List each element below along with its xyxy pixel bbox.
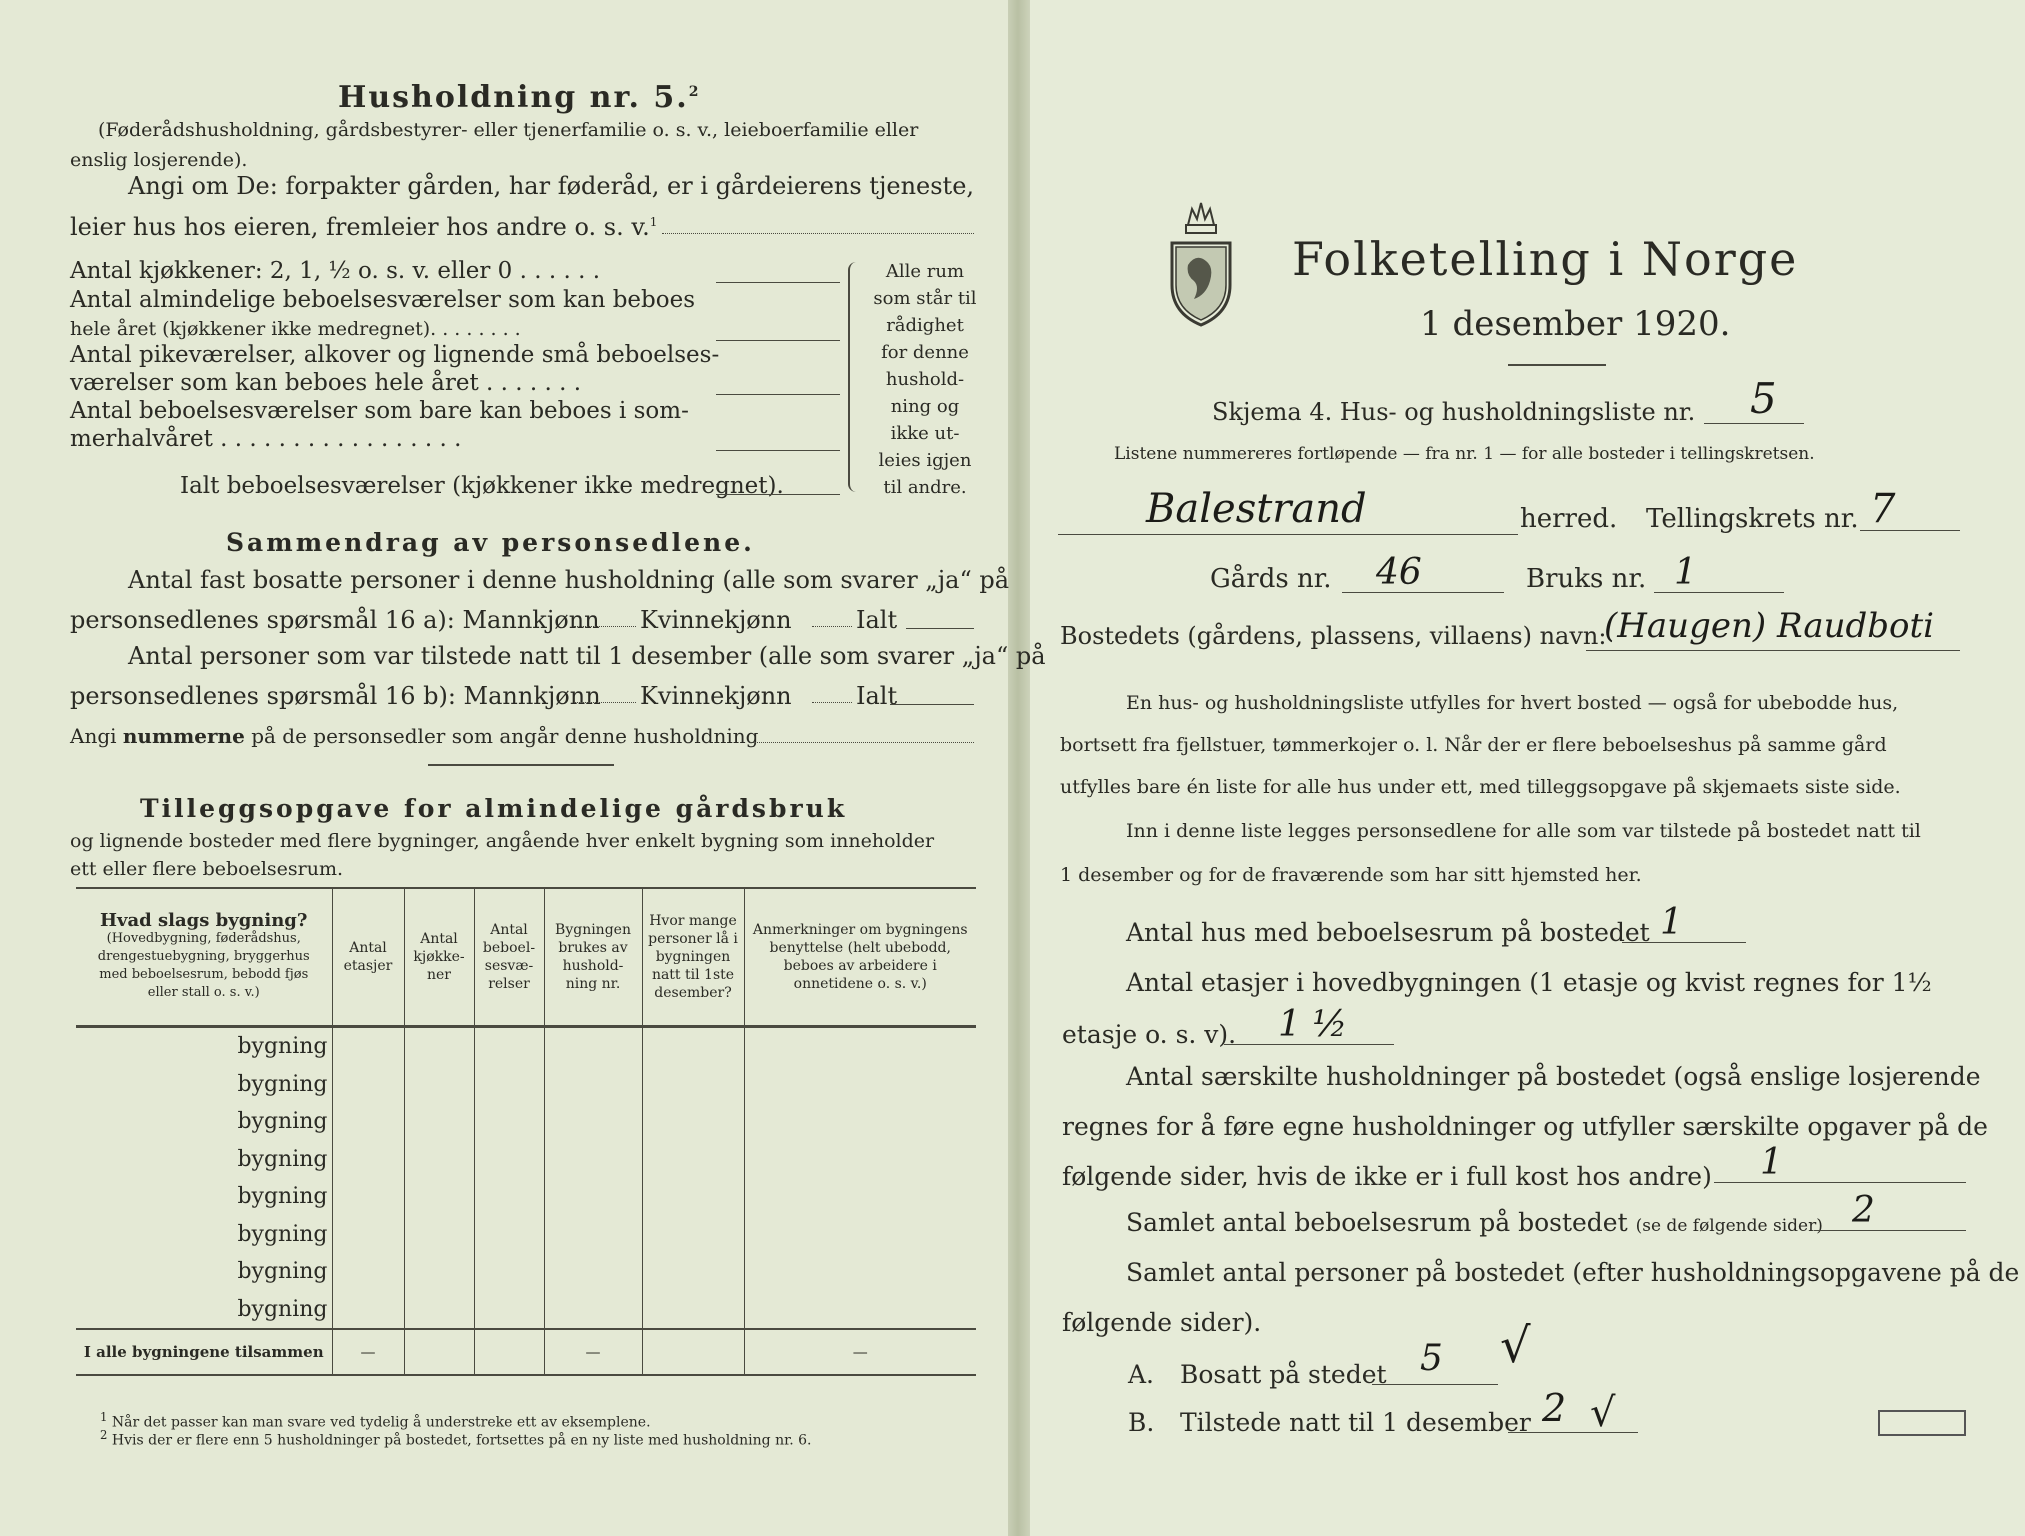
bosted-label: Bostedets (gårdens, plassens, villaens) navn:	[1060, 622, 1607, 650]
q5-label-1: Samlet antal personer på bostedet (efter husholdningsopgavene på de	[1126, 1258, 2020, 1287]
col-rooms: Antal beboel-sesvæ-relser	[474, 888, 544, 1027]
summer-rooms-fill	[716, 450, 840, 451]
total-dash: —	[544, 1329, 642, 1375]
kitchens-fill	[716, 282, 840, 283]
gards-label: Gårds nr.	[1210, 564, 1332, 594]
footnote-2: $^2$ Hvis der er flere enn 5 husholdninger på bostedet, fortsettes på en ny liste med husholdning nr. 6.	[100, 1428, 812, 1449]
krets-fill	[1860, 530, 1960, 531]
qb-value: 2	[1542, 1386, 1567, 1430]
table-row	[76, 1103, 976, 1141]
side-note-line: hushold-	[885, 369, 965, 390]
table-row	[76, 1253, 976, 1291]
qb-fill	[1508, 1432, 1638, 1433]
side-note	[870, 258, 980, 501]
row-label: bygning	[237, 1221, 328, 1247]
total-dash: —	[332, 1329, 404, 1375]
row-label: bygning	[237, 1184, 328, 1210]
angi-fill-line	[662, 233, 974, 234]
tillegg-text-2: ett eller flere beboelsesrum.	[70, 858, 344, 880]
qa-fill	[1372, 1384, 1498, 1385]
col-building-type: Hvad slags bygning? (Hovedbygning, føderådshus, drengestuebygning, bryggerhus med beboelsesrum, bebodd fjøs eller stall o. s. v.)	[76, 888, 332, 1027]
q4-label: Samlet antal beboelsesrum på bostedet (se de følgende sider)	[1126, 1208, 1823, 1237]
herred-fill	[1058, 534, 1518, 535]
bosted-value: (Haugen) Raudboti	[1604, 606, 1935, 646]
side-note-line: ikke ut-	[890, 423, 960, 444]
ialt-fill-2	[890, 704, 974, 705]
gards-fill	[1342, 592, 1504, 593]
q3-label-3: følgende sider, hvis de ikke er i full kost hos andre)	[1062, 1162, 1712, 1191]
qb-label: Tilstede natt til 1 desember	[1180, 1408, 1531, 1437]
summary-fast-line-2	[70, 606, 600, 634]
total-label: I alle bygningene tilsammen	[76, 1329, 332, 1375]
q3-label-1: Antal særskilte husholdninger på bostedet (også enslige losjerende	[1126, 1062, 1981, 1091]
census-title: Folketelling i Norge	[1292, 232, 1799, 286]
summer-rooms-label-2: merhalvåret . . . . . . . . . . . . . . . . .	[70, 426, 462, 452]
section-divider	[428, 764, 614, 766]
title-divider	[1508, 364, 1606, 366]
household-intro-2: enslig losjerende).	[70, 149, 248, 171]
kvinnekjonn-fill-2	[812, 702, 852, 703]
q2-fill	[1224, 1044, 1394, 1045]
row-label: bygning	[237, 1296, 328, 1322]
table-row	[76, 1216, 976, 1254]
q2-label-1: Antal etasjer i hovedbygningen (1 etasje og kvist regnes for 1½	[1126, 968, 1932, 997]
table-header-row	[76, 888, 976, 1027]
kvinnekjonn-label-2: Kvinnekjønn	[640, 682, 792, 710]
herred-label: herred.	[1520, 504, 1618, 534]
side-note-line: leies igjen	[878, 450, 972, 471]
info-line-5: 1 desember og for de fraværende som har sitt hjemsted her.	[1060, 864, 1642, 886]
angi-line-1: Angi om De: forpakter gården, har føderåd, er i gårdeierens tjeneste,	[128, 172, 975, 200]
summary-tilst-line-2: personsedlenes spørsmål 16 b): Mannkjønn	[70, 682, 601, 710]
maids-rooms-fill	[716, 394, 840, 395]
q1-fill	[1622, 942, 1746, 943]
table-row	[76, 1027, 976, 1066]
qa-check-icon: √	[1500, 1318, 1531, 1374]
household-title: Husholdning nr. 5.$^2$	[338, 80, 701, 115]
mannkjonn-fill	[574, 626, 636, 627]
table-row	[76, 1178, 976, 1216]
qa-label: Bosatt på stedet	[1180, 1360, 1387, 1389]
nummer-line: Angi nummerne på de personsedler som angår denne husholdning	[70, 724, 759, 748]
q3-label-2: regnes for å føre egne husholdninger og utfyller særskilte opgaver på de	[1062, 1112, 1988, 1141]
herred-value: Balestrand	[1146, 486, 1367, 532]
q3-value: 1	[1760, 1142, 1783, 1183]
q5-label-2: følgende sider).	[1062, 1308, 1262, 1337]
ordinary-rooms-fill	[716, 340, 840, 341]
printer-stamp-icon	[1878, 1410, 1966, 1436]
gards-value: 46	[1376, 552, 1422, 593]
qb-marker: B.	[1128, 1408, 1155, 1437]
krets-value: 7	[1870, 486, 1896, 532]
ialt-label: Ialt	[856, 606, 898, 634]
table-row	[76, 1066, 976, 1104]
col-floors: Antal etasjer	[332, 888, 404, 1027]
skjema-value: 5	[1750, 374, 1777, 423]
table-total-row	[76, 1329, 976, 1375]
q1-value: 1	[1660, 902, 1683, 943]
maids-rooms-label-2: værelser som kan beboes hele året . . . . . . .	[70, 370, 582, 396]
qb-check-icon: √	[1590, 1390, 1616, 1436]
table-row	[76, 1291, 976, 1330]
total-dash: —	[744, 1329, 976, 1375]
listene-text: Listene nummereres fortløpende — fra nr. 1 — for alle bosteder i tellingskretsen.	[1114, 444, 1815, 464]
total-rooms-fill	[716, 494, 840, 495]
bruks-value: 1	[1674, 552, 1697, 593]
row-label: bygning	[237, 1071, 328, 1097]
q4-value: 2	[1852, 1190, 1875, 1231]
info-line-2: bortsett fra fjellstuer, tømmerkojer o. l. Når der er flere beboelseshus på samme gård	[1060, 734, 1887, 756]
bruks-label: Bruks nr.	[1526, 564, 1647, 594]
ialt-fill	[906, 628, 974, 629]
kvinnekjonn-fill	[812, 626, 852, 627]
bruks-fill	[1654, 592, 1784, 593]
info-line-1: En hus- og husholdningsliste utfylles for hvert bosted — også for ubebodde hus,	[1126, 692, 1899, 714]
side-note-line: ning og	[890, 396, 960, 417]
bosted-fill	[1586, 650, 1960, 651]
q2-label-2: etasje o. s. v).	[1062, 1020, 1237, 1049]
q1-label: Antal hus med beboelsesrum på bostedet	[1126, 918, 1650, 947]
summary-tilst-line-1: Antal personer som var tilstede natt til 1 desember (alle som svarer „ja“ på	[128, 642, 1046, 670]
row-label: bygning	[237, 1109, 328, 1135]
skjema-label: Skjema 4. Hus- og husholdningsliste nr.	[1212, 398, 1696, 426]
info-line-3: utfylles bare én liste for alle hus under ett, med tilleggsopgave på skjemaets siste side.	[1060, 776, 1901, 798]
side-note-line: for denne	[881, 342, 969, 363]
skjema-fill	[1704, 423, 1804, 424]
row-label: bygning	[237, 1259, 328, 1285]
kvinnekjonn-label: Kvinnekjønn	[640, 606, 792, 634]
col-remarks: Anmerkninger om bygningens benyttelse (helt ubebodd, beboes av arbeidere i onnetidene o. s. v.)	[744, 888, 976, 1027]
side-note-line: Alle rum	[885, 261, 965, 282]
brace	[848, 262, 864, 492]
q2-value: 1 ½	[1278, 1004, 1348, 1045]
angi-line-2: leier hus hos eieren, fremleier hos andre o. s. v.$^1$	[70, 213, 658, 241]
side-note-line: til andre.	[883, 477, 967, 498]
qa-value: 5	[1420, 1338, 1443, 1379]
krets-label: Tellingskrets nr.	[1646, 504, 1859, 534]
nummer-fill	[750, 742, 974, 743]
mannkjonn-fill-2	[574, 702, 636, 703]
table-row	[76, 1141, 976, 1179]
tillegg-title: Tilleggsopgave for almindelige gårdsbruk	[140, 794, 848, 823]
page-fold	[1008, 0, 1030, 1536]
coat-of-arms-icon	[1166, 195, 1236, 327]
row-label: bygning	[237, 1146, 328, 1172]
row-label: bygning	[237, 1034, 328, 1060]
ialt-label-2: Ialt	[856, 682, 898, 710]
q3-fill	[1714, 1182, 1966, 1183]
census-date: 1 desember 1920.	[1420, 304, 1731, 344]
buildings-table	[76, 887, 976, 1376]
kitchens-label: Antal kjøkkener: 2, 1, ½ o. s. v. eller 0 . . . . . .	[70, 258, 601, 284]
col-kitchens: Antal kjøkke-ner	[404, 888, 474, 1027]
qa-marker: A.	[1128, 1360, 1155, 1389]
summary-title: Sammendrag av personsedlene.	[226, 528, 755, 557]
tillegg-text-1: og lignende bosteder med flere bygninger, angående hver enkelt bygning som inneholder	[70, 830, 935, 852]
total-rooms-label: Ialt beboelsesværelser (kjøkkener ikke medregnet).	[180, 473, 784, 499]
ordinary-rooms-label-2: hele året (kjøkkener ikke medregnet). . . . . . . .	[70, 318, 521, 340]
mannkjonn-label: personsedlenes spørsmål 16 a): Mannkjønn	[70, 606, 600, 634]
footnote-1: $^1$ Når det passer kan man svare ved tydelig å understreke ett av eksemplene.	[100, 1410, 651, 1431]
maids-rooms-label-1: Antal pikeværelser, alkover og lignende små beboelses-	[70, 342, 720, 368]
summer-rooms-label-1: Antal beboelsesværelser som bare kan beboes i som-	[70, 398, 689, 424]
side-note-line: rådighet	[886, 315, 964, 336]
household-intro-1: (Føderådshusholdning, gårdsbestyrer- eller tjenerfamilie o. s. v., leieboerfamilie eller	[98, 119, 919, 141]
col-used-by: Bygningen brukes av hushold-ning nr.	[544, 888, 642, 1027]
ordinary-rooms-label-1: Antal almindelige beboelsesværelser som kan beboes	[70, 287, 696, 313]
q4-fill	[1814, 1230, 1966, 1231]
summary-fast-line-1: Antal fast bosatte personer i denne husholdning (alle som svarer „ja“ på	[128, 566, 1010, 594]
side-note-line: som står til	[873, 288, 977, 309]
info-line-4: Inn i denne liste legges personsedlene for alle som var tilstede på bostedet natt til	[1126, 820, 1921, 842]
col-persons: Hvor mange personer lå i bygningen natt til 1ste desember?	[642, 888, 744, 1027]
